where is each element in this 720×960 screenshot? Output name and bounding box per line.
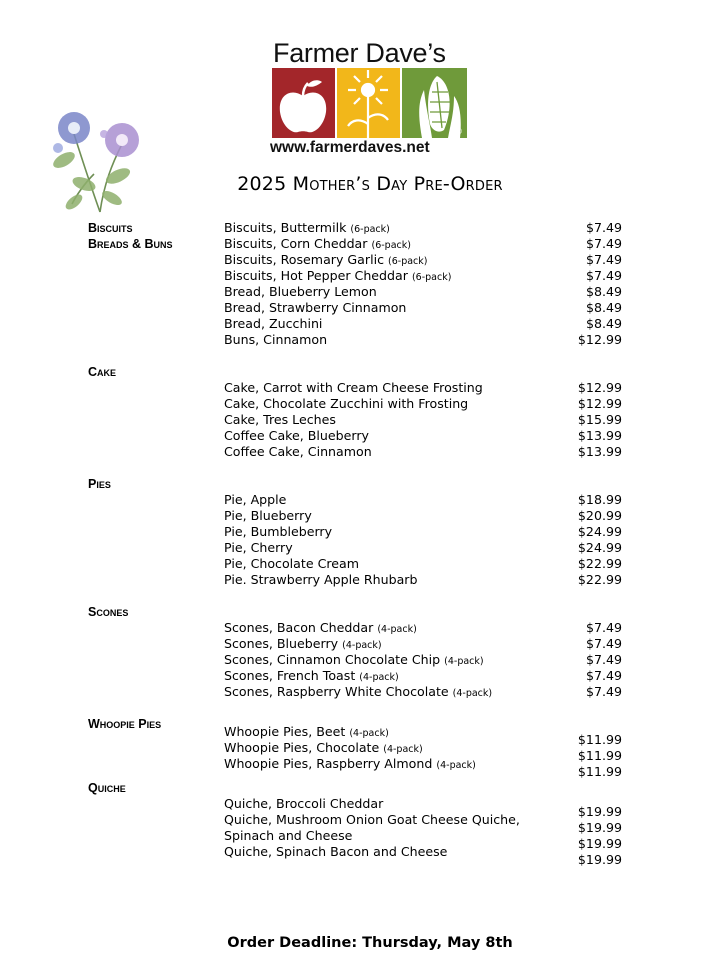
- item-price: $19.99: [577, 820, 622, 835]
- menu-item: Spinach and Cheese: [224, 828, 353, 843]
- item-price: $7.49: [585, 220, 622, 235]
- category-biscuits: Biscuits: [88, 221, 133, 235]
- item-price: $13.99: [577, 428, 622, 443]
- item-price: $18.99: [577, 492, 622, 507]
- item-price: $12.99: [577, 396, 622, 411]
- order-deadline: Order Deadline: Thursday, May 8th: [227, 935, 513, 951]
- item-price: $22.99: [577, 572, 622, 587]
- item-price: $7.49: [585, 268, 622, 283]
- menu-item: Pie, Chocolate Cream: [224, 556, 360, 571]
- menu-item: Pie. Strawberry Apple Rhubarb: [224, 572, 418, 587]
- item-price: $7.49: [585, 652, 622, 667]
- menu-item: Cake, Tres Leches: [224, 412, 336, 427]
- menu-item: Quiche, Spinach Bacon and Cheese: [224, 844, 448, 859]
- menu-item: Buns, Cinnamon: [224, 332, 328, 347]
- item-price: $11.99: [577, 764, 622, 779]
- menu-item: Scones, Blueberry (4-pack): [224, 636, 382, 651]
- menu-item: Quiche, Mushroom Onion Goat Cheese Quiche,: [224, 812, 520, 827]
- item-price: $11.99: [577, 748, 622, 763]
- item-price: $8.49: [585, 300, 622, 315]
- menu-item: Biscuits, Corn Cheddar (6-pack): [224, 236, 411, 251]
- menu-item: Scones, French Toast (4-pack): [224, 668, 399, 683]
- menu-item: Pie, Blueberry: [224, 508, 312, 523]
- category-quiche: Quiche: [88, 781, 126, 795]
- registered-mark: ®: [456, 127, 462, 136]
- menu-item: Scones, Raspberry White Chocolate (4-pack): [224, 684, 493, 699]
- item-price: $12.99: [577, 332, 622, 347]
- item-price: $8.49: [585, 284, 622, 299]
- menu-item: Pie, Cherry: [224, 540, 293, 555]
- menu-item: Quiche, Broccoli Cheddar: [224, 796, 384, 811]
- item-price: $7.49: [585, 252, 622, 267]
- page-title: 2025 Mother’s Day Pre-Order: [237, 173, 503, 195]
- menu-item: Biscuits, Buttermilk (6-pack): [224, 220, 390, 235]
- item-price: $7.49: [585, 236, 622, 251]
- menu-item: Bread, Blueberry Lemon: [224, 284, 377, 299]
- item-price: $12.99: [577, 380, 622, 395]
- item-price: $19.99: [577, 852, 622, 867]
- menu-item: Cake, Carrot with Cream Cheese Frosting: [224, 380, 483, 395]
- category-scones: Scones: [88, 605, 129, 619]
- menu-item: Bread, Zucchini: [224, 316, 323, 331]
- menu-item: Scones, Bacon Cheddar (4-pack): [224, 620, 417, 635]
- item-price: $15.99: [577, 412, 622, 427]
- website-url: www.farmerdaves.net: [270, 139, 430, 156]
- menu-item: Cake, Chocolate Zucchini with Frosting: [224, 396, 469, 411]
- item-price: $11.99: [577, 732, 622, 747]
- menu-item: Biscuits, Rosemary Garlic (6-pack): [224, 252, 428, 267]
- menu-item: Coffee Cake, Cinnamon: [224, 444, 372, 459]
- item-price: $13.99: [577, 444, 622, 459]
- item-price: $7.49: [585, 636, 622, 651]
- brand-name: Farmer Dave’s: [273, 38, 446, 68]
- item-price: $7.49: [585, 668, 622, 683]
- flowers-illustration: [44, 104, 154, 216]
- menu-item: Pie, Apple: [224, 492, 287, 507]
- menu-item: Pie, Bumbleberry: [224, 524, 333, 539]
- category-cake: Cake: [88, 365, 117, 379]
- item-price: $22.99: [577, 556, 622, 571]
- item-price: $8.49: [585, 316, 622, 331]
- category-breads-buns: Breads & Buns: [88, 237, 173, 251]
- flower-blue-icon: [58, 112, 90, 144]
- menu-item: Whoopie Pies, Beet (4-pack): [224, 724, 389, 739]
- menu-item: Whoopie Pies, Chocolate (4-pack): [224, 740, 423, 755]
- category-whoopie-pies: Whoopie Pies: [88, 717, 162, 731]
- category-pies: Pies: [88, 477, 111, 491]
- item-price: $7.49: [585, 684, 622, 699]
- flower-purple-icon: [105, 123, 139, 157]
- item-price: $20.99: [577, 508, 622, 523]
- farmer-daves-logo: [272, 68, 467, 138]
- item-price: $24.99: [577, 540, 622, 555]
- menu-item: Scones, Cinnamon Chocolate Chip (4-pack): [224, 652, 484, 667]
- item-price: $24.99: [577, 524, 622, 539]
- menu-item: Biscuits, Hot Pepper Cheddar (6-pack): [224, 268, 452, 283]
- menu-item: Bread, Strawberry Cinnamon: [224, 300, 407, 315]
- item-price: $19.99: [577, 836, 622, 851]
- item-price: $7.49: [585, 620, 622, 635]
- menu-item: Whoopie Pies, Raspberry Almond (4-pack): [224, 756, 476, 771]
- menu-item: Coffee Cake, Blueberry: [224, 428, 369, 443]
- item-price: $19.99: [577, 804, 622, 819]
